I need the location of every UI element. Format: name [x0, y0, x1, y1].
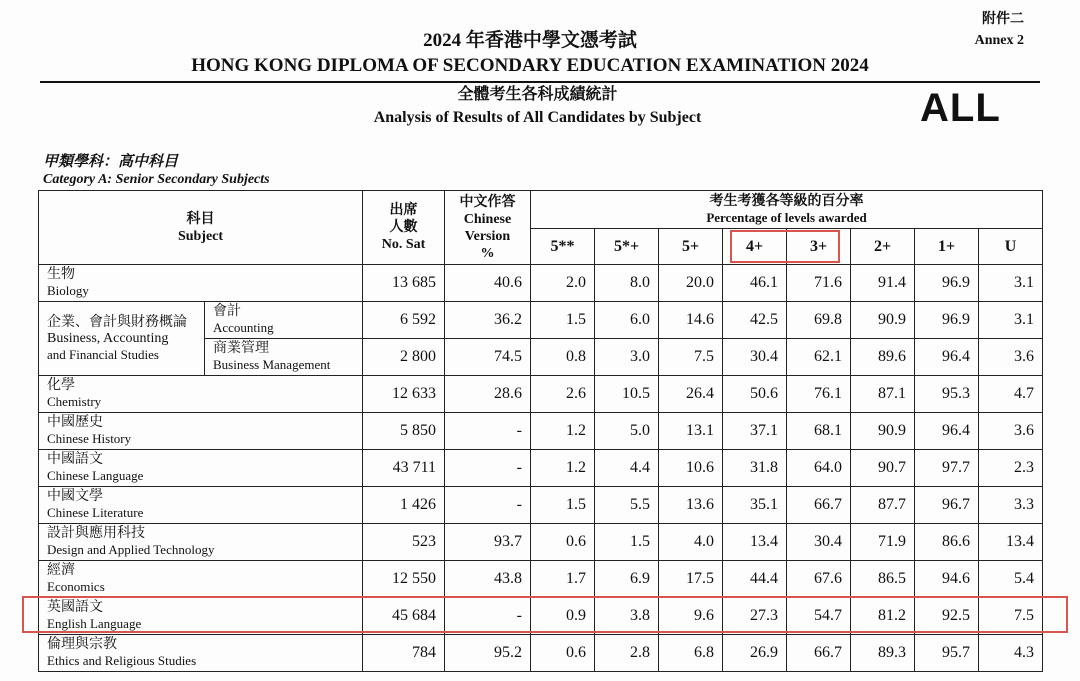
subject-cell — [39, 376, 363, 413]
percentage-cell: 13.1 — [659, 413, 723, 450]
no-sat-cell: 13 685 — [363, 265, 445, 302]
percentage-cell: 89.3 — [851, 635, 915, 672]
percentage-cell: 7.5 — [979, 598, 1043, 635]
title-rule — [40, 81, 1040, 83]
percentage-cell: 13.6 — [659, 487, 723, 524]
category-en: Category A: Senior Secondary Subjects — [43, 172, 270, 187]
percentage-cell: 42.5 — [723, 302, 787, 339]
percentage-cell: 37.1 — [723, 413, 787, 450]
percentage-cell: 10.6 — [659, 450, 723, 487]
percentage-cell: 86.6 — [915, 524, 979, 561]
percentage-cell: 0.6 — [531, 524, 595, 561]
percentage-cell: 8.0 — [595, 265, 659, 302]
percentage-cell: 20.0 — [659, 265, 723, 302]
percentage-cell: 13.4 — [723, 524, 787, 561]
percentage-cell: 3.6 — [979, 413, 1043, 450]
subject-name-en: Chemistry — [47, 394, 102, 409]
percentage-cell: 62.1 — [787, 339, 851, 376]
percentage-cell: 3.1 — [979, 265, 1043, 302]
results-table — [38, 190, 1043, 672]
table-row — [39, 450, 1043, 487]
table-row — [39, 302, 1043, 339]
level-header: 4+ — [723, 229, 787, 265]
percentage-cell: 76.1 — [787, 376, 851, 413]
title-en: HONG KONG DIPLOMA OF SECONDARY EDUCATION EXAMINATION 2024 — [191, 55, 869, 76]
subject-name-zh: 會計 — [213, 304, 241, 319]
percentage-cell: 1.5 — [595, 524, 659, 561]
table-row — [39, 524, 1043, 561]
chinese-version-cell: - — [445, 487, 531, 524]
no-sat-cell: 12 633 — [363, 376, 445, 413]
table-row — [39, 598, 1043, 635]
subject-name-zh: 中國文學 — [47, 489, 103, 504]
level-header: 1+ — [915, 229, 979, 265]
percentage-cell: 44.4 — [723, 561, 787, 598]
percentage-cell: 95.7 — [915, 635, 979, 672]
no-sat-cell: 2 800 — [363, 339, 445, 376]
percentage-cell: 3.1 — [979, 302, 1043, 339]
subject-header-zh: 科目 — [186, 211, 215, 227]
subject-name-en: Chinese Language — [47, 468, 144, 483]
percentage-cell: 6.9 — [595, 561, 659, 598]
chinese-version-cell: 40.6 — [445, 265, 531, 302]
level-header: 5+ — [659, 229, 723, 265]
no-sat-header-zh2: 人數 — [389, 220, 418, 235]
chinese-version-header — [445, 191, 531, 265]
percentage-cell: 14.6 — [659, 302, 723, 339]
percentage-cell: 2.6 — [531, 376, 595, 413]
chinese-version-cell: - — [445, 450, 531, 487]
percentage-cell: 31.8 — [723, 450, 787, 487]
percentage-cell: 26.9 — [723, 635, 787, 672]
table-row — [39, 413, 1043, 450]
scope-label: ALL — [920, 86, 1001, 130]
percentage-cell: 96.7 — [915, 487, 979, 524]
table-row — [39, 376, 1043, 413]
cv-header-en1: Chinese — [463, 211, 512, 227]
table-row — [39, 635, 1043, 672]
percentage-cell: 71.9 — [851, 524, 915, 561]
chinese-version-cell: 74.5 — [445, 339, 531, 376]
percentage-cell: 1.2 — [531, 413, 595, 450]
percentage-cell: 4.3 — [979, 635, 1043, 672]
chinese-version-cell: 93.7 — [445, 524, 531, 561]
percentage-cell: 2.0 — [531, 265, 595, 302]
percentage-cell: 4.7 — [979, 376, 1043, 413]
chinese-version-cell: - — [445, 598, 531, 635]
percentage-cell: 81.2 — [851, 598, 915, 635]
table-row — [39, 487, 1043, 524]
percentage-header-zh: 考生考獲各等級的百分率 — [709, 193, 864, 209]
percentage-cell: 5.5 — [595, 487, 659, 524]
percentage-cell: 66.7 — [787, 635, 851, 672]
percentage-cell: 64.0 — [787, 450, 851, 487]
percentage-cell: 10.5 — [595, 376, 659, 413]
subject-name-en: Ethics and Religious Studies — [47, 653, 197, 668]
subtitle-zh: 全體考生各科成績統計 — [457, 86, 618, 103]
percentage-cell: 2.8 — [595, 635, 659, 672]
group-name-zh: 企業、會計與財務概論 — [47, 314, 187, 330]
percentage-cell: 96.4 — [915, 413, 979, 450]
percentage-cell: 35.1 — [723, 487, 787, 524]
subject-name-zh: 生物 — [47, 267, 75, 282]
subject-name-zh: 中國語文 — [47, 452, 103, 467]
table-row — [39, 561, 1043, 598]
percentage-header-en: Percentage of levels awarded — [706, 209, 867, 225]
percentage-cell: 71.6 — [787, 265, 851, 302]
percentage-cell: 1.5 — [531, 302, 595, 339]
subject-cell — [39, 265, 363, 302]
percentage-cell: 1.5 — [531, 487, 595, 524]
percentage-cell: 69.8 — [787, 302, 851, 339]
percentage-cell: 6.0 — [595, 302, 659, 339]
percentage-cell: 66.7 — [787, 487, 851, 524]
chinese-version-cell: 43.8 — [445, 561, 531, 598]
percentage-cell: 1.2 — [531, 450, 595, 487]
percentage-cell: 97.7 — [915, 450, 979, 487]
subject-cell — [39, 413, 363, 450]
cv-header-pct: % — [480, 245, 495, 261]
no-sat-cell: 12 550 — [363, 561, 445, 598]
subject-name-zh: 設計與應用科技 — [47, 526, 145, 541]
percentage-cell: 13.4 — [979, 524, 1043, 561]
group-name-en2: and Financial Studies — [47, 346, 159, 362]
percentage-cell: 87.1 — [851, 376, 915, 413]
percentage-cell: 30.4 — [787, 524, 851, 561]
subject-cell — [39, 487, 363, 524]
cv-header-zh: 中文作答 — [459, 194, 516, 210]
percentage-cell: 3.3 — [979, 487, 1043, 524]
percentage-cell: 95.3 — [915, 376, 979, 413]
percentage-cell: 17.5 — [659, 561, 723, 598]
subject-cell — [39, 598, 363, 635]
level-header: 5*+ — [595, 229, 659, 265]
level-header: 3+ — [787, 229, 851, 265]
percentage-cell: 27.3 — [723, 598, 787, 635]
percentage-cell: 2.3 — [979, 450, 1043, 487]
cv-header-en2: Version — [464, 228, 511, 244]
percentage-cell: 0.8 — [531, 339, 595, 376]
percentage-cell: 30.4 — [723, 339, 787, 376]
no-sat-cell: 523 — [363, 524, 445, 561]
percentage-cell: 4.0 — [659, 524, 723, 561]
percentage-cell: 6.8 — [659, 635, 723, 672]
subject-name-zh: 中國歷史 — [47, 415, 103, 430]
no-sat-cell: 6 592 — [363, 302, 445, 339]
percentage-cell: 90.9 — [851, 413, 915, 450]
percentage-cell: 92.5 — [915, 598, 979, 635]
no-sat-cell: 784 — [363, 635, 445, 672]
level-header: 2+ — [851, 229, 915, 265]
no-sat-header-zh1: 出席 — [389, 203, 418, 218]
percentage-cell: 0.9 — [531, 598, 595, 635]
percentage-cell: 91.4 — [851, 265, 915, 302]
percentage-cell: 50.6 — [723, 376, 787, 413]
report-title — [0, 28, 1080, 78]
subject-group-cell — [39, 302, 205, 376]
subject-name-en: English Language — [47, 616, 142, 631]
subject-name-en: Design and Applied Technology — [47, 542, 215, 557]
annex-zh: 附件二 — [982, 12, 1024, 27]
percentage-cell: 9.6 — [659, 598, 723, 635]
percentage-cell: 96.9 — [915, 265, 979, 302]
subject-name-en: Chinese History — [47, 431, 132, 446]
percentage-cell: 0.6 — [531, 635, 595, 672]
percentage-cell: 86.5 — [851, 561, 915, 598]
chinese-version-cell: 36.2 — [445, 302, 531, 339]
percentage-cell: 26.4 — [659, 376, 723, 413]
subject-cell — [205, 339, 363, 376]
percentage-cell: 5.4 — [979, 561, 1043, 598]
category-zh: 甲類學科：高中科目 — [43, 154, 179, 170]
percentage-cell: 67.6 — [787, 561, 851, 598]
chinese-version-cell: 95.2 — [445, 635, 531, 672]
percentage-cell: 3.0 — [595, 339, 659, 376]
percentage-cell: 7.5 — [659, 339, 723, 376]
percentage-cell: 54.7 — [787, 598, 851, 635]
subject-name-zh: 倫理與宗教 — [47, 637, 117, 652]
percentage-cell: 5.0 — [595, 413, 659, 450]
subject-name-en: Economics — [47, 579, 105, 594]
percentage-cell: 1.7 — [531, 561, 595, 598]
subject-name-en: Accounting — [213, 320, 274, 335]
percentage-cell: 96.4 — [915, 339, 979, 376]
subject-header-en: Subject — [177, 228, 224, 244]
group-name-en1: Business, Accounting — [47, 330, 169, 346]
percentage-cell: 3.8 — [595, 598, 659, 635]
subject-name-zh: 商業管理 — [213, 341, 269, 356]
subtitle-en: Analysis of Results of All Candidates by Subject — [373, 109, 702, 126]
subject-name-en: Business Management — [213, 357, 331, 372]
percentage-cell: 94.6 — [915, 561, 979, 598]
percentage-cell: 87.7 — [851, 487, 915, 524]
level-header: U — [979, 229, 1043, 265]
percentage-cell: 90.7 — [851, 450, 915, 487]
chinese-version-cell: - — [445, 413, 531, 450]
table-row — [39, 265, 1043, 302]
no-sat-header-en: No. Sat — [381, 237, 426, 252]
no-sat-header — [363, 191, 445, 265]
subject-header — [39, 191, 363, 265]
subject-name-en: Biology — [47, 283, 89, 298]
percentage-cell: 90.9 — [851, 302, 915, 339]
annex-en: Annex 2 — [974, 33, 1024, 48]
no-sat-cell: 43 711 — [363, 450, 445, 487]
title-zh: 2024 年香港中學文憑考試 — [423, 30, 637, 51]
subject-cell — [39, 450, 363, 487]
percentage-cell: 46.1 — [723, 265, 787, 302]
subject-name-en: Chinese Literature — [47, 505, 144, 520]
percentage-header — [531, 191, 1043, 229]
percentage-cell: 68.1 — [787, 413, 851, 450]
report-subtitle — [0, 84, 1080, 130]
percentage-cell: 4.4 — [595, 450, 659, 487]
no-sat-cell: 5 850 — [363, 413, 445, 450]
chinese-version-cell: 28.6 — [445, 376, 531, 413]
percentage-cell: 89.6 — [851, 339, 915, 376]
no-sat-cell: 45 684 — [363, 598, 445, 635]
level-header: 5** — [531, 229, 595, 265]
percentage-cell: 96.9 — [915, 302, 979, 339]
subject-cell — [39, 635, 363, 672]
subject-name-zh: 化學 — [47, 378, 75, 393]
percentage-cell: 3.6 — [979, 339, 1043, 376]
subject-cell — [39, 524, 363, 561]
subject-name-zh: 經濟 — [47, 563, 75, 578]
subject-cell — [205, 302, 363, 339]
subject-cell — [39, 561, 363, 598]
subject-name-zh: 英國語文 — [47, 600, 103, 615]
no-sat-cell: 1 426 — [363, 487, 445, 524]
